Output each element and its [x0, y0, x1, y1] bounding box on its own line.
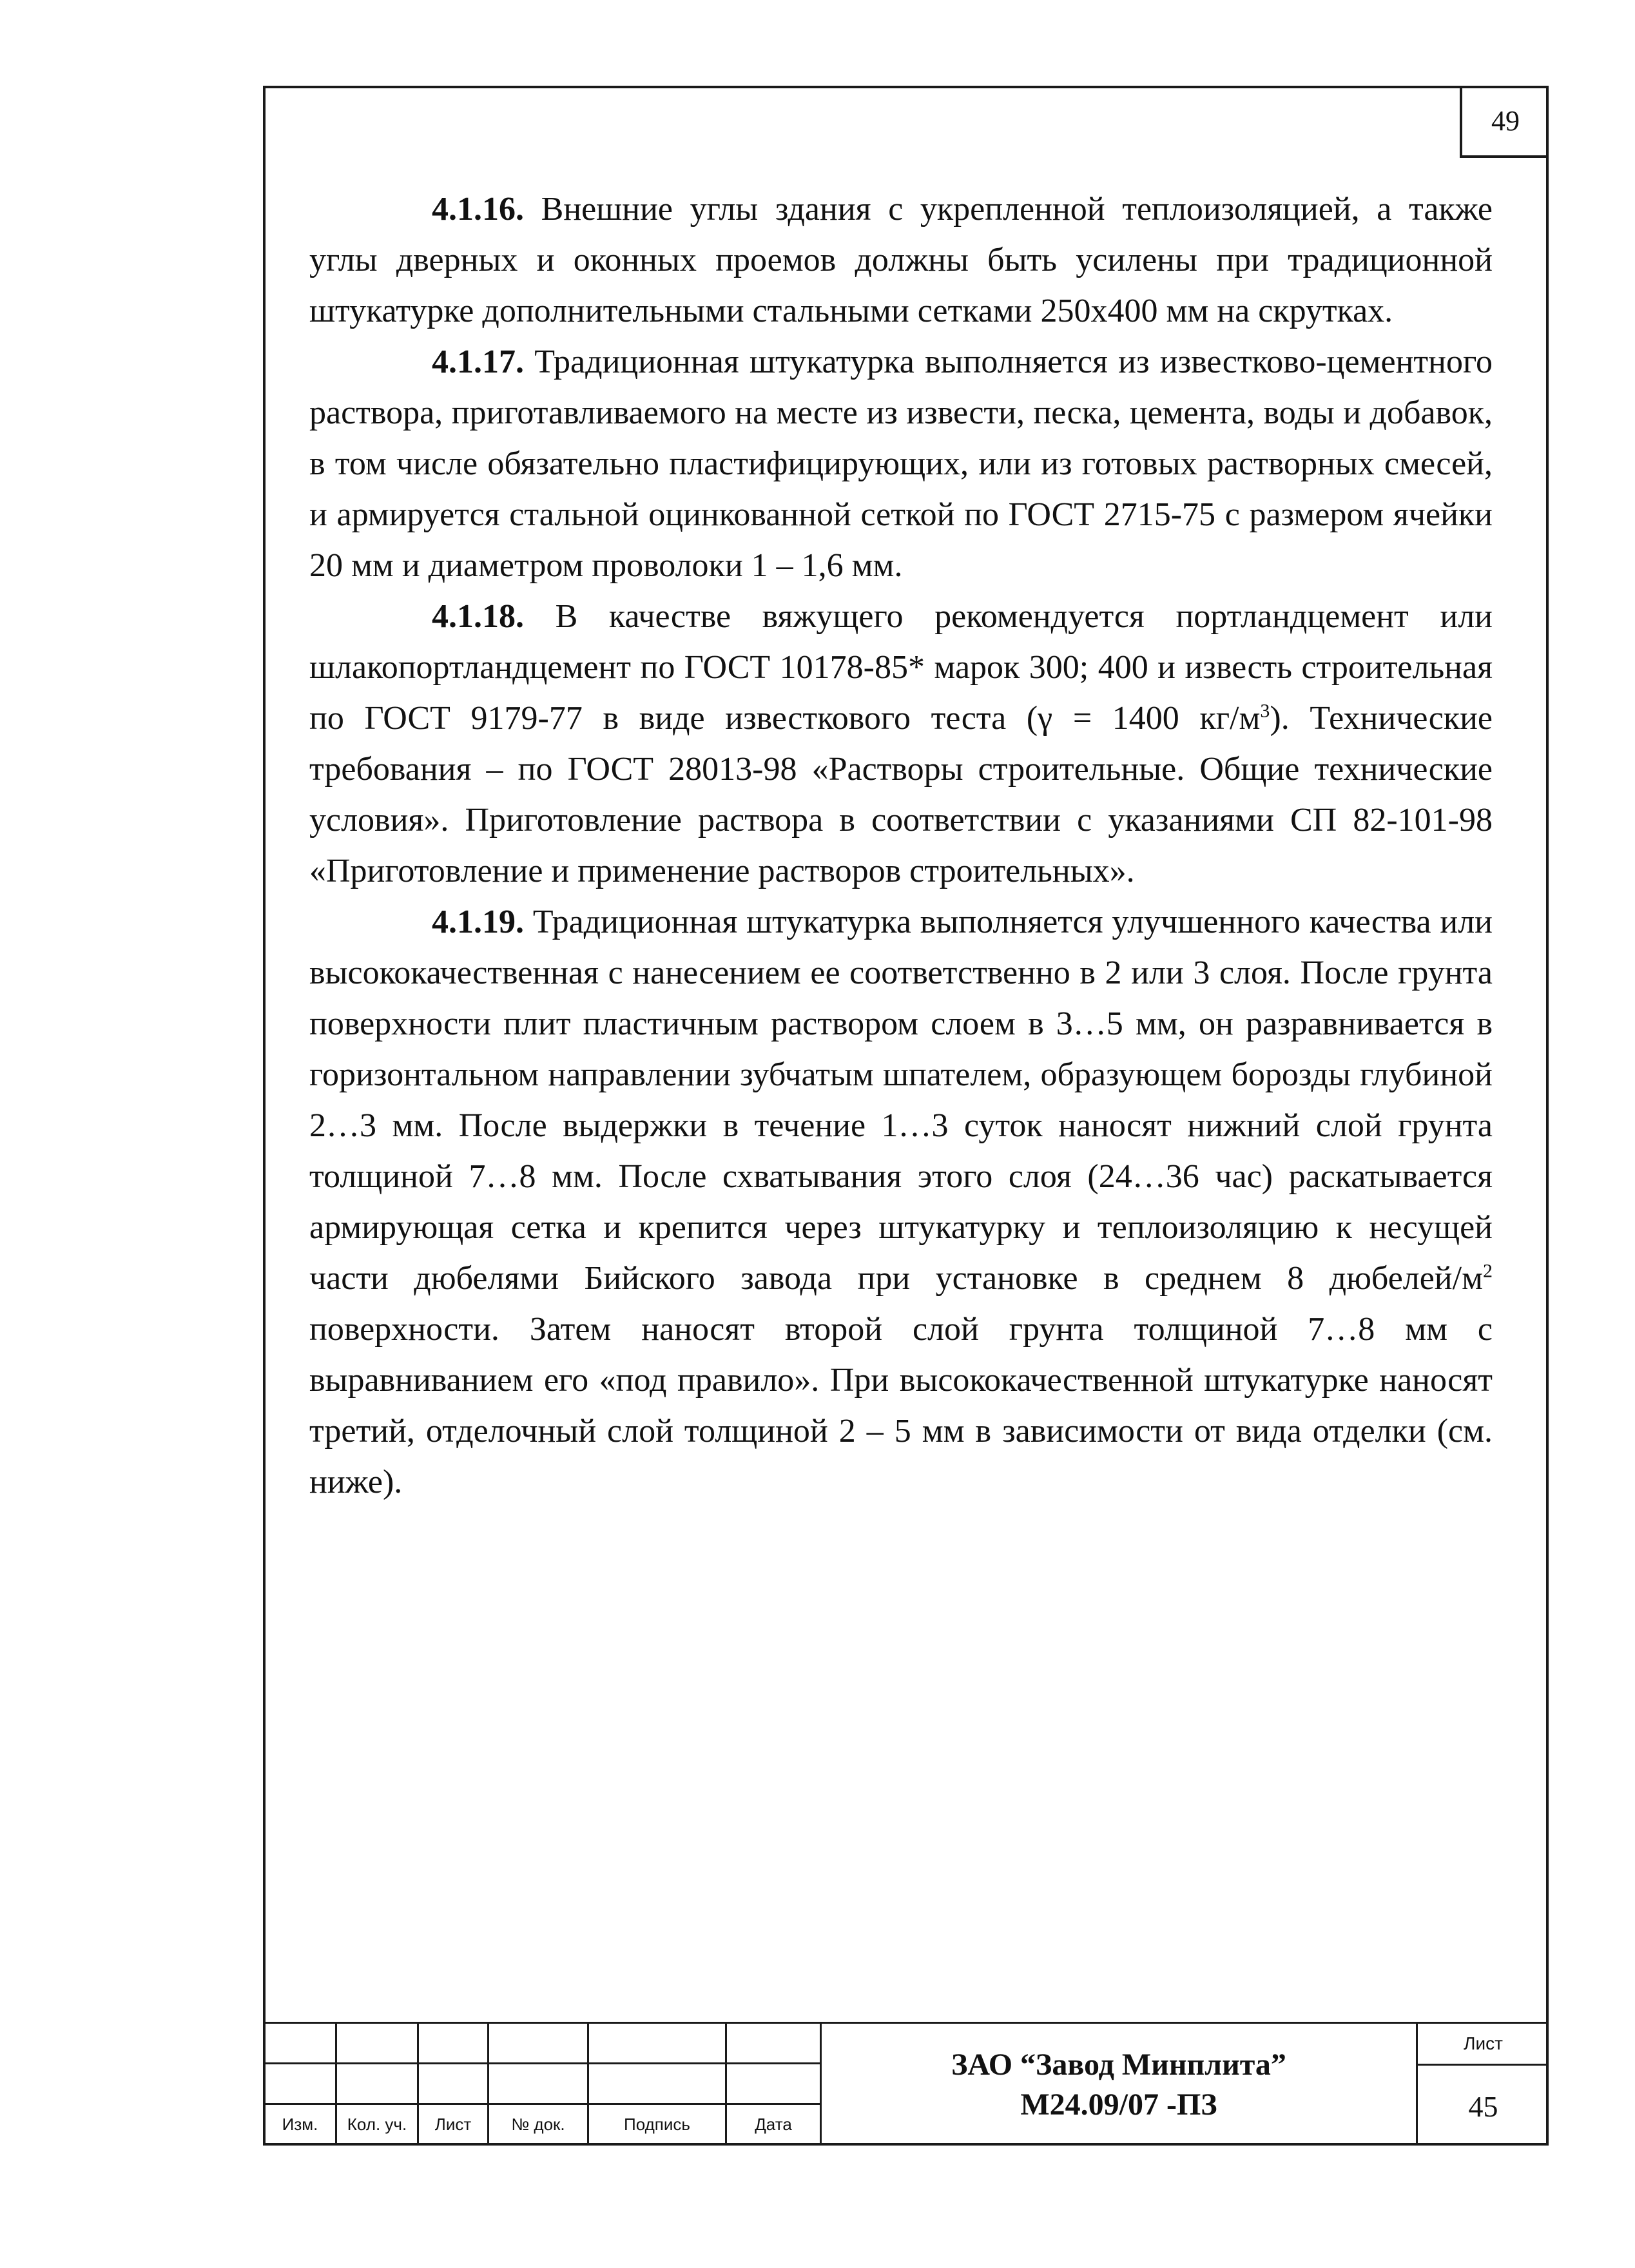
paragraph-text: ). Технические требования – по ГОСТ 28013-98 «Растворы строительные. Общие технические условия». Приготовление раствора в соответствии с указаниями СП 82-101-98 «Приготовление и применение растворов строительных».: [309, 700, 1493, 889]
doc-code: М24.09/07 -ПЗ: [1020, 2087, 1217, 2122]
header-date: Дата: [726, 2104, 821, 2145]
superscript: 2: [1483, 1260, 1493, 1282]
paragraph: [309, 591, 1493, 897]
document-body: [309, 184, 1493, 1507]
org-name: ЗАО “Завод Минплита”: [951, 2047, 1286, 2082]
header-doc-no: № док.: [489, 2104, 588, 2145]
paragraph-text: Традиционная штукатурка выполняется из известково-цементного раствора, приготавливаемого на месте из извести, песка, цемента, воды и добавок, в том числе обязательно пластифицирующих, или из готовых растворных смесей, и армируется стальной оцинкованной сеткой по ГОСТ 2715-75 с размером ячейки 20 мм и диаметром проволоки 1 – 1,6 мм.: [309, 344, 1493, 584]
header-izm: Изм.: [264, 2104, 336, 2145]
paragraph-text: В качестве вяжущего рекомендуется портландцемент или шлакопортландцемент по ГОСТ 10178-85* марок 300; 400 и известь строительная по ГОСТ 9179-77 в виде известкового теста (γ = 1400 кг/м: [309, 598, 1493, 737]
header-signature: Подпись: [588, 2104, 726, 2145]
clause-number: 4.1.18.: [432, 598, 524, 635]
sheet-label: Лист: [1418, 2024, 1549, 2066]
clause-number: 4.1.19.: [432, 904, 524, 940]
sheet-number: 45: [1468, 2090, 1498, 2123]
paragraph: [309, 897, 1493, 1507]
paragraph-text: Внешние углы здания с укрепленной теплоизоляцией, а также углы дверных и оконных проемов должны быть усилены при традиционной штукатурке дополнительными стальными сетками 250х400 мм на скрутках.: [309, 191, 1493, 329]
title-block-sheet: [1416, 2022, 1549, 2146]
paragraph: [309, 184, 1493, 336]
page-number: 49: [1460, 86, 1549, 158]
title-block-grid: [263, 2022, 822, 2146]
header-list: Лист: [418, 2104, 489, 2145]
title-block-org: [820, 2022, 1416, 2146]
clause-number: 4.1.16.: [432, 191, 524, 228]
superscript: 3: [1260, 700, 1270, 722]
header-kol-uch: Кол. уч.: [336, 2104, 418, 2145]
paragraph-text: поверхности. Затем наносят второй слой грунта толщиной 7…8 мм с выравниванием его «под правило». При высококачественной штукатурке наносят третий, отделочный слой толщиной 2 – 5 мм в зависимости от вида отделки (см. ниже).: [309, 1311, 1493, 1500]
paragraph-text: Традиционная штукатурка выполняется улучшенного качества или высококачественная с нанесением ее соответственно в 2 или 3 слоя. После грунта поверхности плит пластичным раствором слоем в 3…5 мм, он разравнивается в горизонтальном направлении зубчатым шпателем, образующем борозды глубиной 2…3 мм. После выдержки в течение 1…3 суток наносят нижний слой грунта толщиной 7…8 мм. После схватывания этого слоя (24…36 час) раскатывается армирующая сетка и крепится через штукатурку и теплоизоляцию к несущей части дюбелями Бийского завода при установке в среднем 8 дюбелей/м: [309, 904, 1493, 1297]
clause-number: 4.1.17.: [432, 344, 524, 380]
paragraph: [309, 336, 1493, 591]
